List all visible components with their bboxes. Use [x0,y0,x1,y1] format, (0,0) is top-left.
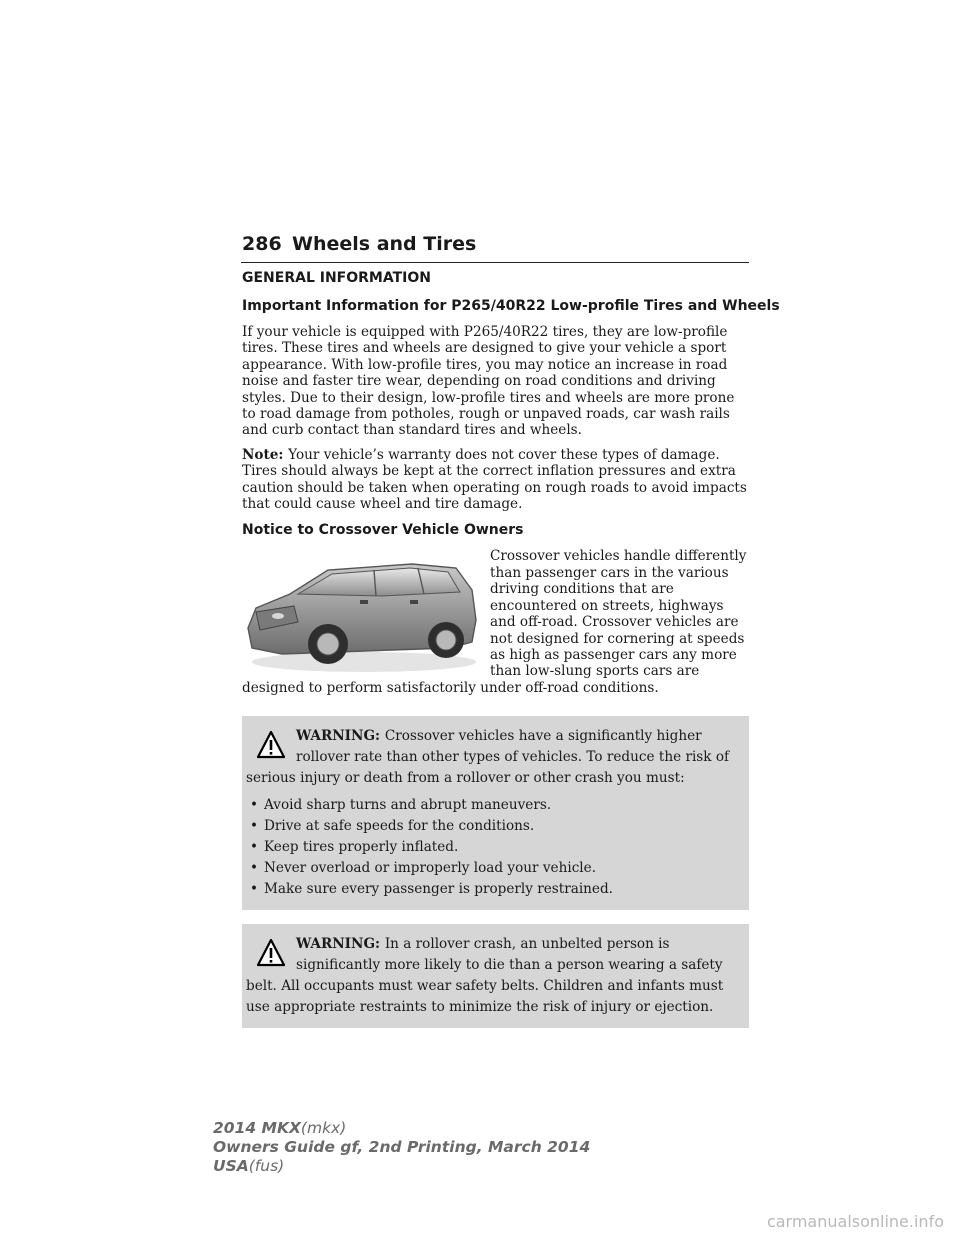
warning-2-body: In a rollover crash, an unbelted person is significantly more likely to die than a person wearing a safety belt. All occupants must wear safety belts. Children and infants must use appropriate restraints to minimize the risk of injury or ejection. [246,936,724,1016]
list-item: • Never overload or improperly load your vehicle. [246,858,737,879]
page-header [241,232,749,263]
warning-triangle-icon [256,730,286,760]
note-label: Note: [242,446,289,463]
list-item: • Drive at safe speeds for the conditions. [246,816,737,837]
subheading-low-profile-tires: Important Information for P265/40R22 Low-profile Tires and Wheels [242,298,780,314]
warning-box-seatbelts [242,924,749,1028]
subheading-crossover: Notice to Crossover Vehicle Owners [242,522,524,539]
page-number: 286 [242,233,282,255]
chapter-title: Wheels and Tires [292,233,477,255]
watermark: carmanualsonline.info [766,1212,944,1231]
warning-box-rollover [242,716,749,910]
warning-1-bullets [246,795,737,900]
crossover-vehicle-illustration [242,550,482,678]
footer-market-code: (fus) [248,1157,285,1175]
footer-model: 2014 MKX [213,1119,301,1137]
section-heading: GENERAL INFORMATION [242,270,431,286]
warning-1-label: WARNING: [296,728,385,745]
page-content [242,268,780,1042]
note-paragraph [242,447,749,513]
warning-1-body: Crossover vehicles have a significantly higher rollover rate than other types of vehicles. To reduce the risk of serious injury or death from a rollover or other crash you must: [246,728,730,787]
list-item: • Keep tires properly inflated. [246,837,737,858]
footer-model-code: (mkx) [300,1119,347,1137]
crossover-block [242,548,749,696]
note-text: Your vehicle’s warranty does not cover these types of damage. Tires should always be kept at the correct inflation pressures and extra caution should be taken when operating on rough roads to avoid impacts that could cause wheel and tire damage. [242,446,747,513]
low-profile-paragraph: If your vehicle is equipped with P265/40R22 tires, they are low-profile tires. These tires and wheels are designed to give your vehicle a sport appearance. With low-profile tires, you may notice an increase in road noise and faster tire wear, depending on road conditions and driving styles. Due to their design, low-profile tires and wheels are more prone to road damage from potholes, rough or unpaved roads, car wash rails and curb contact than standard tires and wheels. [242,324,735,439]
warning-2-label: WARNING: [296,936,385,953]
crossover-paragraph: Crossover vehicles handle differently than passenger cars in the various driving conditions that are encountered on streets, highways and off-road. Crossover vehicles are not designed for cornering at speeds as high as passenger cars any more than low-slung sports cars are designed to perform satisfactorily under off-road conditions. [242,548,747,696]
footer-market: USA [213,1157,249,1175]
warning-triangle-icon [256,938,286,968]
warning-1-text [246,726,737,789]
page-footer [213,1119,590,1176]
list-item: • Avoid sharp turns and abrupt maneuvers. [246,795,737,816]
footer-guide-info: Owners Guide gf, 2nd Printing, March 2014 [213,1138,591,1156]
warning-2-text [246,934,737,1018]
list-item: • Make sure every passenger is properly restrained. [246,879,737,900]
